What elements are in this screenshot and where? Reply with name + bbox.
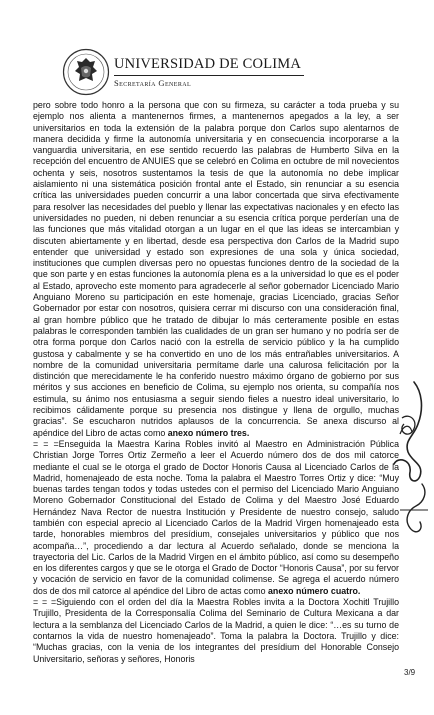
- letterhead: [62, 48, 342, 96]
- header-divider: [114, 75, 304, 76]
- annex-three-label: anexo número tres.: [167, 427, 250, 438]
- page-number: 3/9: [404, 668, 416, 677]
- department-name: Secretaría General: [114, 78, 192, 88]
- brand-block: [114, 56, 304, 88]
- margin-signature-2: [394, 480, 434, 540]
- margin-mark: [396, 420, 416, 440]
- institution-name: UNIVERSIDAD DE COLIMA: [114, 56, 302, 72]
- university-seal-icon: [62, 48, 110, 96]
- paragraph-3-text: = = =Siguiendo con el orden del día la Maestra Robles invita a la Doctora Xochitl Trujillo Trujillo, Presidenta de la Corresponsalía Colima del Seminario de Cultura Mexicana a dar lectura a la semblanza del Licenciado Carlos de la Madrid, a quien le dice: “…es su turno de contarnos la vida de nuestro homenajeado”. Toma la palabra la Doctora. Trujillo y dice: “Muchas gracias, con la venia de los integrantes del presídium del Honorable Consejo Universitario, señoras y señores, Honoris: [33, 597, 399, 664]
- paragraph-1-text: pero sobre todo honro a la persona que con su firmeza, su carácter a toda prueba y su ejemplo nos alienta a mantenernos firmes, a mantenernos apegados a la ley, a ser universitarios en toda la extensión de la palabra porque don Carlos supo alentarnos de manera decidida y firme la autonomía universitaria y en consecuencia incorporarse a la vanguardia universitaria, en ese sentido recuerdo las palabras de Humberto Silva en la recepción del encuentro de ANUIES que se celebró en Colima en octubre de mil novecientos ochenta y seis, nosotros sustentamos la tesis de que la autonomía no debe implicar aislamiento ni una sistemática posición frontal ante el Estado, sin renunciar a su esencia crítica las universidades pueden concurrir a una labor concertada que sirva efectivamente para resolver las necesidades del pueblo y llenar las expectativas nacionales y en efecto las universidades no pueden, ni deben renunciar a su esencia crítica porque perderían una de las funciones que más vitalidad otorgan a un lugar en el que las ideas se intercambian y discuten abiertamente y en libertad, desde esa perspectiva don Carlos de la Madrid supo entender que universidad y estado son expresiones de una sola y única sociedad, instituciones que cumplen diversas pero no opuestas funciones dentro de la sociedad de la que son parte y en estas funciones la autonomía plena es a la universidad lo que es el poder al Estado, aprovecho este momento para agradecerle al señor gobernador Licenciado Mario Anguiano Moreno su participación en este homenaje, gracias Licenciado, gracias Señor Gobernador por estar con nosotros, quisiera cerrar mi discurso con una consideración final, al gran hombre público que he tratado de dibujar lo más certeramente posible en estas palabras le corresponden también las cualidades de un gran ser humano y no podría ser de otra forma porque don Carlos nació con la estrella de servicio público y la ha cumplido gustosa y cabalmente y se ha convertido en uno de los más entrañables universitarios. A nombre de la comunidad universitaria permítame darle una calurosa felicitación por la distinción que merecidamente le ha conferido nuestro máximo órgano de gobierno por sus méritos y sus acciones en beneficio de Colima, su ejemplo nos orienta, su compañía nos estimula, su ánimo nos entusiasma a seguir siendo fieles a nuestro ideal universitario, lo recibimos cálidamente porque su presencia nos distingue y llena de orgullo, muchas gracias”. Se escucharon nutridos aplausos de la concurrencia. Se anexa discurso al apéndice del Libro de actas como: [33, 100, 399, 438]
- paragraph-1: [33, 100, 399, 439]
- paragraph-2-text: = = =Enseguida la Maestra Karina Robles invitó al Maestro en Administración Pública Christian Jorge Torres Ortiz Zermeño a leer el Acuerdo número dos de dos mil catorce mediante el cual se le otorga el grado de Doctor Honoris Causa al Licenciado Carlos de la Madrid, homenajeado de esta noche. Toma la palabra el Maestro Torres Ortiz y dice: “Muy buenas tardes tengan todos y todas ustedes con el permiso del Licenciado Mario Anguiano Moreno Gobernador Constitucional del Estado de Colima y del Maestro José Eduardo Hernández Nava Rector de nuestra Institución y Presidente de nuestro consejo, saludo también con especial aprecio al Licenciado Carlos de la Madrid Virgen homenajeado esta tarde, honorables miembros del presídium, consejales universitarios y público que nos acompaña…”, procediendo a dar lectura al Acuerdo señalado, donde se menciona la trayectoria del Lic. Carlos de la Madrid Virgen en el ámbito público, así como su desempeño en los diferentes cargos y que se le otorga el Grado de Doctor “Honoris Causa”, por su fervor y vocación de servicio en favor de la comunidad colimense. Se agrega el acuerdo número dos de dos mil catorce al apéndice del Libro de actas como: [33, 438, 399, 596]
- annex-four-label: anexo número cuatro.: [268, 585, 361, 596]
- paragraph-2: [33, 439, 399, 597]
- document-body: [33, 100, 399, 680]
- paragraph-3: [33, 597, 399, 665]
